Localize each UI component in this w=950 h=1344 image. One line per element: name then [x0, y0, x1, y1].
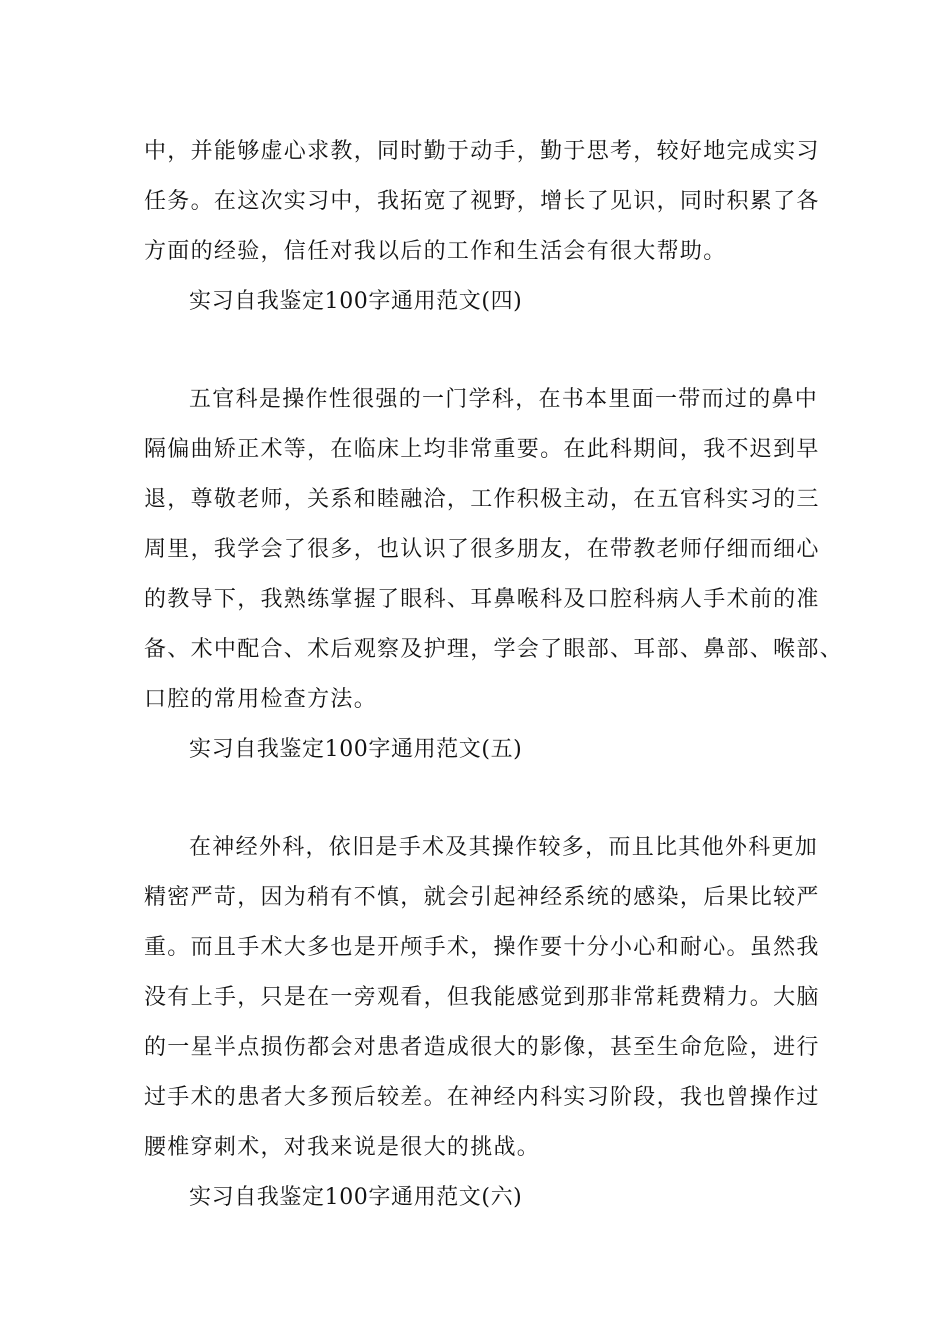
paragraph-2-line-4: 周里，我学会了很多，也认识了很多朋友，在带教老师仔细而细心: [144, 537, 820, 562]
section-heading-5: 实习自我鉴定100字通用范文(五): [189, 737, 523, 762]
paragraph-3-line-7: 腰椎穿刺术，对我来说是很大的挑战。: [144, 1135, 541, 1160]
paragraph-2-line-2: 隔偏曲矫正术等，在临床上均非常重要。在此科期间，我不迟到早: [144, 437, 820, 462]
paragraph-3-line-5: 的一星半点损伤都会对患者造成很大的影像，甚至生命危险，进行: [144, 1035, 820, 1060]
paragraph-3-line-6: 过手术的患者大多预后较差。在神经内科实习阶段，我也曾操作过: [144, 1085, 820, 1110]
section-heading-4: 实习自我鉴定100字通用范文(四): [189, 289, 523, 314]
paragraph-2-line-7: 口腔的常用检查方法。: [144, 687, 378, 712]
paragraph-2-line-1: 五官科是操作性很强的一门学科，在书本里面一带而过的鼻中: [189, 387, 819, 412]
paragraph-1-line-1: 中，并能够虚心求教，同时勤于动手，勤于思考，较好地完成实习: [144, 139, 820, 164]
paragraph-3-line-3: 重。而且手术大多也是开颅手术，操作要十分小心和耐心。虽然我: [144, 935, 820, 960]
paragraph-2-line-3: 退，尊敬老师，关系和睦融洽，工作积极主动，在五官科实习的三: [144, 487, 820, 512]
paragraph-3-line-1: 在神经外科，依旧是手术及其操作较多，而且比其他外科更加: [189, 835, 819, 860]
paragraph-3-line-2: 精密严苛，因为稍有不慎，就会引起神经系统的感染，后果比较严: [144, 885, 820, 910]
paragraph-1-line-2: 任务。在这次实习中，我拓宽了视野，增长了见识，同时积累了各: [144, 189, 820, 214]
section-heading-6: 实习自我鉴定100字通用范文(六): [189, 1185, 523, 1210]
paragraph-2-line-5: 的教导下，我熟练掌握了眼科、耳鼻喉科及口腔科病人手术前的准: [144, 587, 820, 612]
paragraph-1-line-3: 方面的经验，信任对我以后的工作和生活会有很大帮助。: [144, 239, 727, 264]
paragraph-3-line-4: 没有上手，只是在一旁观看，但我能感觉到那非常耗费精力。大脑: [144, 985, 820, 1010]
paragraph-2-line-6: 备、术中配合、术后观察及护理，学会了眼部、耳部、鼻部、喉部、: [144, 637, 844, 662]
